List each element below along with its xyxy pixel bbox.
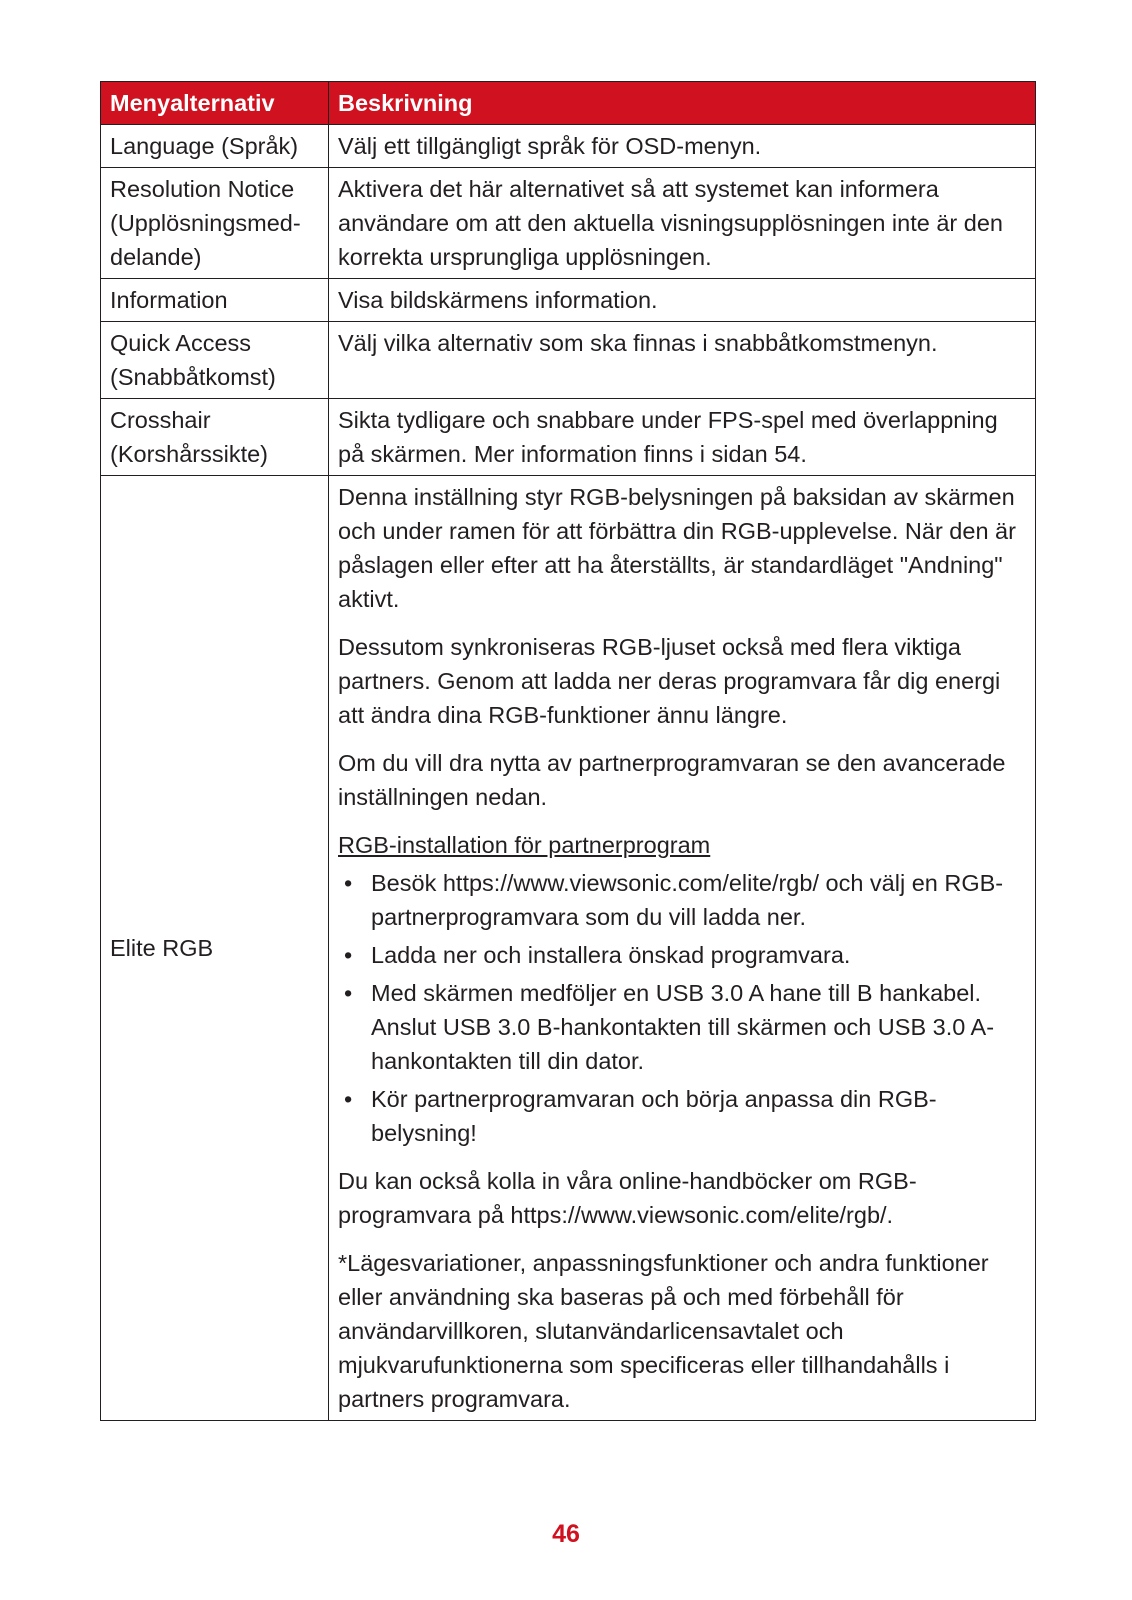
bullet-icon: • (344, 980, 353, 1006)
rgb-installation-heading: RGB-installation för partnerprogram (338, 832, 711, 858)
row-desc-resolution-notice: Aktivera det här alternativet så att systemet kan informera användare om att den aktuella visningsupplösningen inte är den korrekta ursprungliga upplösningen. (329, 168, 1036, 279)
page-number: 46 (552, 1520, 580, 1548)
row-item-language: Language (Språk) (101, 125, 329, 168)
row-item-quick-access: Quick Access (Snabbåtkomst) (101, 322, 329, 399)
row-desc-quick-access: Välj vilka alternativ som ska finnas i snabbåtkomstmenyn. (329, 322, 1036, 399)
table-row (101, 399, 1036, 476)
table-row (101, 476, 1036, 1421)
installation-steps-list (338, 866, 1027, 1150)
row-item-elite-rgb: Elite RGB (101, 476, 329, 1421)
step-text: Kör partnerprogramvaran och börja anpassa din RGB-belysning! (371, 1086, 937, 1146)
elite-rgb-paragraph-2: Dessutom synkroniseras RGB-ljuset också med flera viktiga partners. Genom att ladda ner deras programvara får dig energi att ändra dina RGB-funktioner ännu längre. (338, 634, 1001, 728)
table-row (101, 125, 1036, 168)
list-item (338, 1082, 1027, 1150)
header-menu-option: Menyalternativ (101, 82, 329, 125)
table-row (101, 279, 1036, 322)
step-text: Besök https://www.viewsonic.com/elite/rgb/ och välj en RGB-partnerprogramvara som du vill ladda ner. (371, 870, 1004, 930)
elite-rgb-paragraph-1: Denna inställning styr RGB-belysningen på baksidan av skärmen och under ramen för att förbättra din RGB-upplevelse. När den är påslagen eller efter att ha återställts, är standardläget "Andning" aktivt. (338, 484, 1016, 612)
settings-table (100, 81, 1036, 1421)
step-text: Ladda ner och installera önskad programvara. (371, 942, 851, 968)
elite-rgb-paragraph-3: Om du vill dra nytta av partnerprogramvaran se den avancerade inställningen nedan. (338, 750, 1006, 810)
elite-rgb-paragraph-4: Du kan också kolla in våra online-handböcker om RGB-programvara på https://www.viewsonic.com/elite/rgb/. (338, 1168, 917, 1228)
resolution-notice-label: Resolution Notice (Upplösningsmed-delande) (110, 176, 301, 270)
list-item (338, 938, 1027, 972)
row-desc-information: Visa bildskärmens information. (329, 279, 1036, 322)
bullet-icon: • (344, 942, 353, 968)
list-item (338, 866, 1027, 934)
row-item-crosshair: Crosshair (Korshårssikte) (101, 399, 329, 476)
list-item (338, 976, 1027, 1078)
table-row (101, 322, 1036, 399)
table-row (101, 168, 1036, 279)
row-item-resolution-notice (101, 168, 329, 279)
step-text: Med skärmen medföljer en USB 3.0 A hane till B hankabel. Anslut USB 3.0 B-hankontakten till skärmen och USB 3.0 A-hankontakten till din dator. (371, 980, 995, 1074)
elite-rgb-disclaimer: *Lägesvariationer, anpassningsfunktioner och andra funktioner eller användning ska baseras på och med förbehåll för användarvillkoren, slutanvändarlicensavtalet och mjukvarufunktionerna som specificeras eller tillhandahålls i partners programvara. (338, 1250, 989, 1412)
bullet-icon: • (344, 870, 353, 896)
row-desc-elite-rgb (329, 476, 1036, 1421)
row-item-information: Information (101, 279, 329, 322)
table-header-row (101, 82, 1036, 125)
row-desc-crosshair: Sikta tydligare och snabbare under FPS-spel med överlappning på skärmen. Mer information finns i sidan 54. (329, 399, 1036, 476)
header-description: Beskrivning (329, 82, 1036, 125)
bullet-icon: • (344, 1086, 353, 1112)
row-desc-language: Välj ett tillgängligt språk för OSD-menyn. (329, 125, 1036, 168)
